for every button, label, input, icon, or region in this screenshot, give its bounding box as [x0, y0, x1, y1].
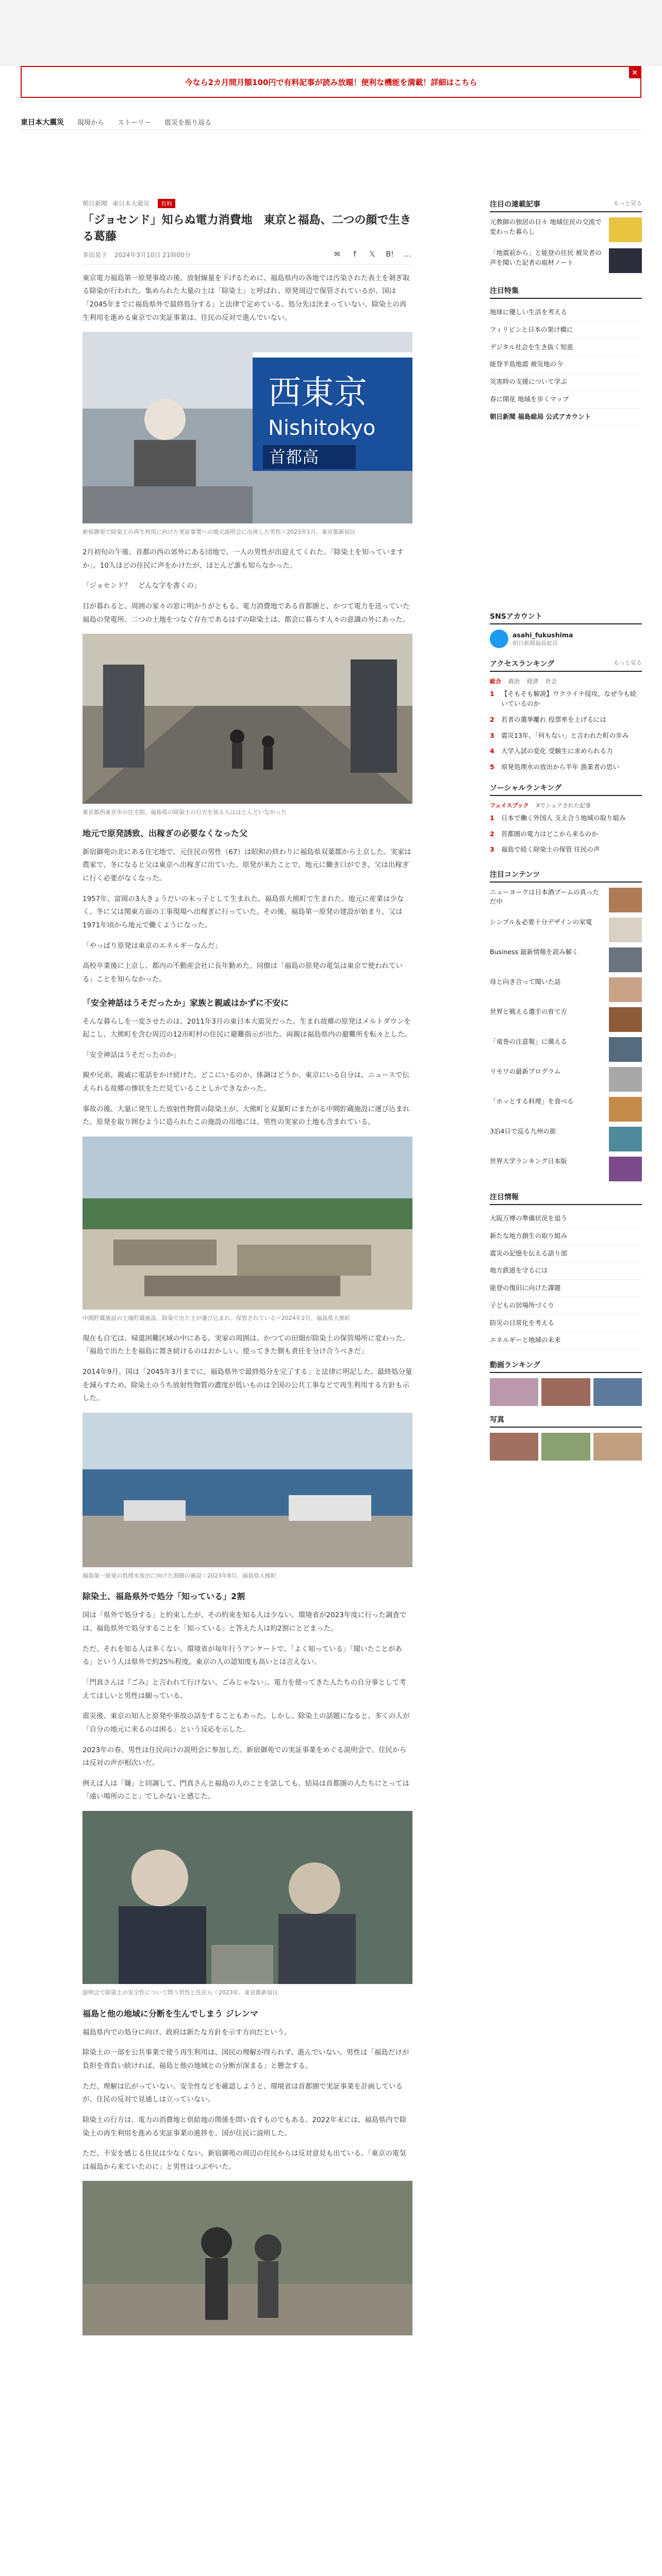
info-item[interactable]: エネルギーと地域の未来 [490, 1332, 642, 1349]
paragraph: 「安全神話はうそだったのか」 [82, 1050, 180, 1059]
promo-banner[interactable] [21, 66, 641, 98]
feature-item[interactable] [490, 248, 642, 273]
watch-title: 注目特集 [490, 287, 519, 295]
paragraph: 除染土の行方は、電力の消費地と供給地の関係を問い直すものでもある。2022年末には、福島県内で除染土の再生利用を進める実証事業の進捗を、国が住民に説明した。 [82, 2115, 407, 2138]
paragraph: 2023年の春、男性は住民向けの説明会に参加した。新宿御苑での実証事業をめぐる説明会で、住民からは反対の声が相次いだ。 [82, 1745, 407, 1768]
sidebar-section-title [490, 1414, 642, 1428]
photo-station-sign[interactable] [82, 332, 412, 523]
article-title: 「ジョセンド」知らぬ電力消費地 東京と福島、二つの顔で生きる葛藤 [82, 214, 411, 243]
social-ranking-title: ソーシャルランキング [490, 784, 562, 792]
feature-text: 「地震前から」と能登の住民 被災者の声を聞いた記者の取材ノート [490, 249, 602, 266]
paragraph: 震災後、東京の知人と原発や事故の話をすることもあった。しかし、除染土の話題になると、多くの人が「自分の地元に来るのは困る」という反応を示した。 [82, 1712, 410, 1734]
paragraph: ただ、それを知る人は多くない。環境省が毎年行うアンケートで、「よく知っている」「聞いたことがある」という人は県外で約25％程度。東京の人の認知度も高いとは言えない。 [82, 1645, 402, 1667]
breadcrumb-item[interactable]: 東日本大震災 [112, 200, 150, 207]
sidebar-section-title [490, 611, 642, 624]
list-title: 注目情報 [490, 1193, 519, 1201]
content-text: Business 最新情報を読み解く [490, 948, 578, 956]
feature-thumbnail [609, 217, 642, 242]
watch-item[interactable]: 能登半島地震 被災地の今 [490, 356, 642, 374]
section-heading: 福島と他の地域に分断を生んでしまう ジレンマ [82, 2008, 258, 2019]
access-text: 原発処理水の放出から半年 漁業者の思い [501, 763, 619, 771]
paragraph: 新宿御苑の北にある住宅地で、元住民の男性（67）は昭和の終わりに福島県双葉郡から上京した。実家は農家で、冬になると父は東京へ出稼ぎに出ていた。原発が来たことで、地元に働き口ができ、父は出稼ぎに行く必要がなくなった。 [82, 848, 411, 883]
social-item[interactable]: 3 福島で続く除染土の保管 住民の声 [490, 845, 642, 855]
content-item[interactable] [490, 947, 642, 972]
tab-politics[interactable]: 政治 [508, 678, 520, 685]
paragraph: 国は「県外で処分する」と約束したが、その約束を知る人は少ない。環境省が2023年度に行った調査では、福島県外で処分することを「知っている」と答えた人は約2割にとどまった。 [82, 1611, 407, 1633]
social-text: 福島で続く除染土の保管 住民の声 [501, 845, 600, 854]
info-item[interactable]: 能登の復旧に向けた課題 [490, 1280, 642, 1297]
content-item[interactable] [490, 1007, 642, 1032]
watch-item[interactable]: 災害時の支援について学ぶ [490, 374, 642, 391]
content-thumbnail [609, 1097, 642, 1122]
content-thumbnail [609, 947, 642, 972]
paragraph: 現在も自宅は、帰還困難区域の中にある。実家の周囲は、かつての田畑が除染土の保管場所に変わった。「福島で出た土を福島に置き続けるのはおかしい。使ってきた側も責任を分け合うべきだ」 [82, 1334, 410, 1356]
paragraph: ただ、理解は広がっていない。安全性などを確認しようと、環境省は首都圏で実証事業を計画しているが、住民の反対で見通しは立っていない。 [82, 2082, 403, 2104]
social-item[interactable]: 1 日本で働く外国人 支え合う地域の取り組み [490, 814, 642, 823]
video-thumbnail[interactable] [541, 1378, 590, 1406]
photo-caption: 新宿御苑で除染土の再生利用に向けた実証事業への地元説明会に出席した男性＝2023年1月、東京都新宿区 [82, 529, 356, 536]
x-icon[interactable]: 𝕏 [369, 250, 375, 259]
feature-text: 元教師の独居の日々 地域住民の交流で変わった暮らし [490, 218, 602, 235]
content-text: 3泊4日で巡る九州の旅 [490, 1127, 556, 1135]
paragraph: 「門真さんは『ごみ』と言われて行けない、ごみじゃない」。電力を使ってきた人たちの自分事として考えてほしいと男性は願っている。 [82, 1678, 406, 1700]
photo-coast[interactable] [82, 1413, 412, 1567]
access-item[interactable]: 5 原発処理水の放出から半年 漁業者の思い [490, 762, 642, 772]
content-thumbnail [609, 1007, 642, 1032]
tab-x[interactable]: Xでシェアされた記事 [536, 802, 591, 809]
publish-date: 2024年3月10日 21時00分 [114, 251, 191, 259]
content-text: 「ホッとする料理」を食べる [490, 1097, 574, 1105]
sidebar-section-title [490, 199, 642, 212]
paragraph: 目が暮れると、周囲の家々の窓に明かりがともる。電力消費地である首都圏と、かつて電力を送っていた福島の発電所。二つの土地をつなぐ存在であるはずの除染土は、都会に暮らす人々の意識の外にあった。 [82, 602, 410, 624]
info-item[interactable]: 新たな地方創生の取り組み [490, 1228, 642, 1245]
close-icon[interactable]: × [629, 67, 640, 78]
photo-caption: 福島第一原発の処理水放出に向けた海側の施設＝2023年8月、福島県大熊町 [82, 1572, 276, 1579]
content-item[interactable] [490, 888, 642, 912]
access-text: 震災13年、「何もない」と言われた町の歩み [501, 731, 629, 739]
feature-thumbnail [609, 248, 642, 273]
content-item[interactable] [490, 1067, 642, 1092]
section-heading: 地元で原発誘致、出稼ぎの必要なくなった父 [82, 828, 248, 838]
sidebar-section-title [490, 1192, 642, 1205]
content-thumbnail [609, 1067, 642, 1092]
tab-all[interactable]: 総合 [490, 678, 501, 685]
coast-image [82, 1413, 412, 1567]
access-item[interactable]: 1 【そもそも解説】ウクライナ侵攻、なぜ今も続いているのか [490, 689, 642, 709]
sidebar-section-title [490, 658, 642, 672]
sidebar-section-title [490, 869, 642, 883]
storage-facility-image [82, 1137, 412, 1310]
content-thumbnail [609, 1127, 642, 1151]
nav-item-genba[interactable]: 現場から [77, 119, 105, 127]
section-logo[interactable]: 東日本大震災 [21, 118, 64, 127]
social-item[interactable]: 2 首都圏の電力はどこから来るのか [490, 829, 642, 839]
paragraph: 親や兄弟、親戚に電話をかけ続けた。どこにいるのか、体調はどうか。東京にいる自分は、ニュースで伝えられる故郷の惨状をただ見ていることしかできなかった。 [82, 1071, 409, 1093]
content-item[interactable] [490, 1157, 642, 1181]
content-thumbnail [609, 1037, 642, 1062]
sns-handle: asahi_fukushima [512, 631, 573, 639]
info-item[interactable]: 防災の日常化を考える [490, 1315, 642, 1332]
paid-badge: 有料 [158, 199, 175, 208]
more-link[interactable]: もっと見る [614, 659, 642, 667]
info-item[interactable]: 子どもの居場所づくり [490, 1297, 642, 1315]
section-heading: 除染土、福島県外で処分「知っている」2割 [82, 1591, 245, 1602]
photo-caption: 説明会で除染土の安全性について問う男性と住民ら＝2023年、東京都新宿区 [82, 1989, 278, 1996]
watch-list [490, 304, 642, 426]
sidebar-section-title [490, 285, 642, 299]
paragraph: 福島県内での処分に向け、政府は新たな方針を示す方向だという。 [82, 2028, 291, 2037]
svg-text:Nishitokyo: Nishitokyo [268, 416, 376, 440]
photo-caption: 東京都西東京市の住宅街。福島県の除染土の行方を知る人はほとんどいなかった [82, 809, 287, 816]
walking-image [82, 2181, 412, 2335]
nav-item-review[interactable]: 震災を振り返る [164, 119, 212, 127]
photo-thumbnail[interactable] [593, 1433, 642, 1461]
article-main [82, 199, 412, 2340]
author-name[interactable]: 多田晃子 [82, 251, 108, 259]
content-item[interactable] [490, 918, 642, 942]
content-thumbnail [609, 977, 642, 1002]
sidebar-section-title [490, 783, 642, 796]
tab-society[interactable]: 社会 [545, 678, 557, 685]
content-item[interactable] [490, 1097, 642, 1122]
video-thumbnail[interactable] [490, 1378, 538, 1406]
access-text: 【そもそも解説】ウクライナ侵攻、なぜ今も続いているのか [501, 690, 637, 707]
video-ranking-title: 動画ランキング [490, 1361, 540, 1369]
info-list [490, 1210, 642, 1349]
access-tabs [490, 677, 642, 685]
article-meta [82, 250, 412, 265]
content-item[interactable] [490, 1037, 642, 1062]
info-item[interactable]: 大阪万博の準備状況を追う [490, 1210, 642, 1228]
content-item[interactable] [490, 977, 642, 1002]
watch-item[interactable]: 朝日新聞 福島総局 公式アカウント [490, 409, 642, 426]
meeting-image [82, 1811, 412, 1984]
video-gallery [490, 1378, 642, 1406]
content-text: リモワの最新プログラム [490, 1067, 561, 1075]
photo-thumbnail[interactable] [490, 1433, 538, 1461]
svg-text:首都高: 首都高 [269, 447, 319, 467]
paragraph: 除染土の一部を公共事業で使う再生利用は、国民の理解が得られず、進んでいない。男性は「福島だけが負担を背負い続ければ、福島と他の地域との分断が深まる」と懸念する。 [82, 2048, 409, 2070]
paragraph: 高校卒業後に上京し、都内の不動産会社に長年勤めた。同僚は「福島の原発の電気は東京で使われている」ことを知らなかった。 [82, 962, 403, 984]
photo-title: 写真 [490, 1416, 504, 1424]
photo-street[interactable] [82, 634, 412, 804]
paragraph: 事故の後、大量に発生した放射性物質の除染土が、大熊町と双葉町にまたがる中間貯蔵施設に運び込まれた。原発を取り囲むように造られたこの施設の用地には、男性の実家の土地も含まれている。 [82, 1105, 410, 1127]
facebook-icon[interactable]: f [353, 250, 356, 259]
promo-text: 今なら2カ月間月額100円で有料記事が読み放題！便利な機能を満載！詳細はこちら [185, 77, 477, 87]
photo-meeting[interactable] [82, 1811, 412, 1984]
paragraph: 「ジョセンド？ どんな字を書くの」 [82, 582, 201, 590]
social-text: 日本で働く外国人 支え合う地域の取り組み [501, 814, 626, 822]
access-text: 大学入試の変化 受験生に求められる力 [501, 747, 613, 755]
svg-text:西東京: 西東京 [268, 374, 367, 413]
content-text: シンプル＆必要十分デザインの家電 [490, 918, 592, 926]
content-text: ニューヨークは日本酒ブームの真っただ中 [490, 888, 600, 906]
sns-title: SNSアカウント [490, 613, 542, 621]
breadcrumb-item[interactable]: 朝日新聞 [82, 200, 108, 207]
share-bar [332, 250, 412, 259]
sidebar-section-title [490, 1360, 642, 1373]
avatar [490, 630, 508, 648]
mail-icon[interactable]: ✉ [334, 250, 340, 259]
watch-item[interactable]: 春に開花 地域を歩くマップ [490, 391, 642, 409]
tab-economy[interactable]: 経済 [527, 678, 538, 685]
info-item[interactable]: 震災の記憶を伝える語り部 [490, 1245, 642, 1263]
photo-caption: 中間貯蔵施設の土壌貯蔵施設。除染で出た土が運び込まれ、保管されている＝2024年2月、福島県大熊町 [82, 1314, 351, 1321]
street-image [82, 634, 412, 804]
content-thumbnail [609, 918, 642, 942]
more-link[interactable]: もっと見る [614, 200, 642, 207]
watch-item[interactable]: デジタル社会を生き抜く知恵 [490, 339, 642, 357]
section-nav [21, 114, 641, 130]
feature-item[interactable] [490, 217, 642, 242]
photo-storage-facility[interactable] [82, 1137, 412, 1310]
station-sign-image [82, 332, 412, 523]
access-ranking-title: アクセスランキング [490, 660, 555, 669]
info-item[interactable]: 地方鉄道を守るには [490, 1262, 642, 1280]
paragraph: 東京電力福島第一原発事故の後、放射線量を下げるために、福島県内の各地では汚染された表土を剝ぎ取る除染が行われた。集められた大量の土は「除染土」と呼ばれ、原発周辺で保管されているが、国は「2045年までに福島県外で最終処分する」と法律で定めている。処分先は決まっていない。除染土の再生利用を進める東京での実証事業は、住民の反対で進んでいない。 [82, 274, 410, 322]
photo-walking[interactable] [82, 2181, 412, 2335]
access-item[interactable]: 4 大学入試の変化 受験生に求められる力 [490, 747, 642, 756]
watch-item[interactable]: フィリピンと日本の架け橋に [490, 321, 642, 339]
hatena-icon[interactable]: B! [386, 250, 394, 259]
social-tabs [490, 801, 642, 809]
content-text: 世界と戦える選手の育て方 [490, 1008, 568, 1015]
sidebar [490, 199, 642, 1469]
access-text: 若者の選挙離れ 投票率を上げるには [501, 715, 606, 723]
content-text: 「竜巻の注意報」に備える [490, 1038, 568, 1045]
content-item[interactable] [490, 1127, 642, 1151]
paragraph: そんな暮らしを一変させたのは、2011年3月の東日本大震災だった。生まれ故郷の原発はメルトダウンを起こし、大熊町を含む周辺の12市町村の住民に避難指示が出た。両親は福島県内の避難所を転々とした。 [82, 1017, 412, 1039]
breadcrumb [82, 199, 412, 208]
content-text: 母と向き合って聞いた話 [490, 978, 561, 986]
photo-gallery [490, 1433, 642, 1461]
contents-title: 注目コンテンツ [490, 871, 540, 879]
paragraph: ただ、不安を感じる住民は少なくない。新宿御苑の周辺の住民からは反対意見も出ている。「東京の電気は福島から来ていたのに」と男性はつぶやいた。 [82, 2149, 406, 2171]
video-thumbnail[interactable] [593, 1378, 642, 1406]
access-item[interactable]: 3 震災13年、「何もない」と言われた町の歩み [490, 731, 642, 741]
tab-facebook[interactable]: フェイスブック [490, 802, 529, 809]
nav-item-story[interactable]: ストーリー [118, 119, 152, 127]
content-thumbnail [609, 888, 642, 912]
paragraph: 例えば人は「嫌」と同調して、門真さんと福島の人のことを話しても、結局は首都圏の人たちにとっては「遠い場所のこと」でしかないと感じた。 [82, 1779, 409, 1801]
photo-thumbnail[interactable] [541, 1433, 590, 1461]
sns-account[interactable] [490, 630, 642, 648]
sns-subtitle: 朝日新聞福島総局 [512, 639, 558, 647]
paragraph: 「やっぱり原発は東京のエネルギーなんだ」 [82, 941, 222, 950]
watch-item[interactable]: 地球に優しい生活を考える [490, 304, 642, 321]
ranking-title: 注目の連載記事 [490, 200, 540, 209]
more-icon[interactable]: … [404, 250, 411, 259]
content-text: 世界大学ランキング日本版 [490, 1157, 567, 1165]
top-banner-area [0, 0, 662, 66]
content-thumbnail [609, 1157, 642, 1181]
access-item[interactable]: 2 若者の選挙離れ 投票率を上げるには [490, 715, 642, 725]
social-text: 首都圏の電力はどこから来るのか [501, 829, 598, 838]
sidebar-spacer [490, 426, 642, 611]
paragraph: 2014年9月、国は「2045年3月までに、福島県外で最終処分を完了する」と法律に明記した。最終処分量を減らすため、除染土のうち放射性物質の濃度が低いものは全国の公共工事などで再生利用する方針も示した。 [82, 1367, 412, 1403]
paragraph: 1957年、富岡の3人きょうだいの末っ子として生まれた。福島県大熊町で生まれた。地元に産業は少なく、冬に父は関東方面の工事現場へ出稼ぎに行っていた。その後、福島第一原発の建設が始まり、父は1971年頃から地元で働くようになった。 [82, 894, 404, 929]
section-heading: 「安全神話はうそだったか」家族と親戚はかずに不安に [82, 997, 289, 1008]
paragraph: 2月初旬の午後、首都の西の郊外にある団地で、一人の男性が出迎えてくれた。「除染土を知っていますか」。10人ほどの住民に声をかけたが、ほとんど誰も知らなかった。 [82, 548, 404, 570]
